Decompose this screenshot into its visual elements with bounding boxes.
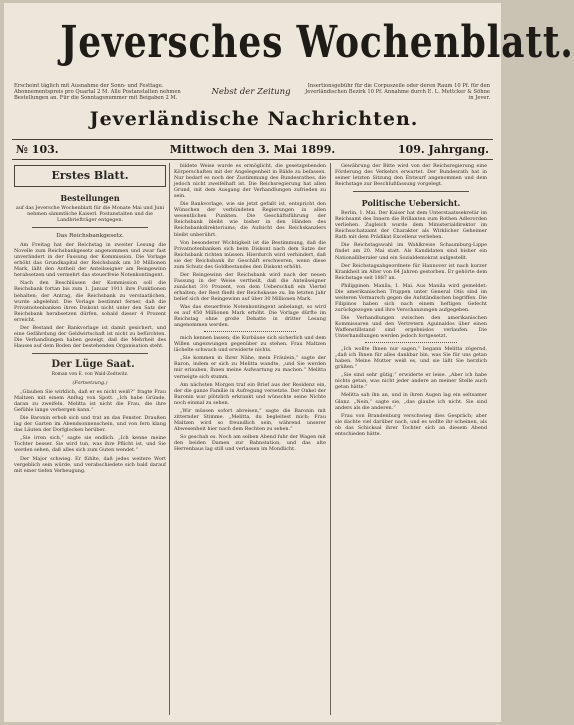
section-title: Erstes Blatt. — [51, 169, 129, 182]
divider — [365, 342, 457, 343]
advertising-info: Insertionsgebühr für die Corpuszeile oder deren Raum 10 Pf. für den Jeverländischen Bezirk 10 Pf. Annahme durch E. L. Mettcker & Söhne in Jever. — [305, 83, 490, 102]
article-paragraph: Nach den Beschlüssen der Kommission soll die Reichsbank fortan bis zum 1. Januar 1911 ihre Funktionen behalten; der Antrag, die Reichsbank zu verstaatlichen, wurde abgelehnt. Die Vorlage bestimmt ferner, daß die Privatnotenbanken ihren Diskont nicht unter den Satz der Reichsbank herabsetzen dürfen, sobald dieser 4 Prozent erreicht. — [14, 280, 166, 323]
column-1 — [14, 163, 166, 719]
article-paragraph: bildete Weise wurde es ermöglicht, die gesetzgebenden Körperschaften mit der Angelegenheit in Bälde zu befassen. Nur bedarf es noch der Zustimmung des Bundesrathes, die jedoch nicht zweifelhaft ist. Die Reichsregierung hat allen Grund, mit dem Ausgang der Verhandlungen zufrieden zu sein. — [174, 163, 326, 200]
news-paragraph: Der Reichstagsabgeordnete für Hannover ist nach kurzer Krankheit im Alter von 64 Jahren gestorben. Er gehörte dem Reichstage seit 1887 an. — [335, 262, 487, 281]
story-paragraph: Der Major schwieg. Er fühlte, daß jedes weitere Wort vergeblich sein würde, und verabschiedete sich bald darauf mit einer tiefen Verbeugung. — [14, 455, 166, 474]
notice-title: Bestellungen — [60, 193, 120, 203]
story-paragraph: „Sie kommen in Ihrer Nähe, mein Fräulein,“ sagte der Baron, indem er sich zu Melitta wandte, „und Sie werden mir erlauben, Ihnen meine Aufwartung zu machen.“ Melitta verneigte sich stumm. — [174, 355, 326, 380]
divider — [32, 227, 148, 228]
story-paragraph: „Ich wollte Ihnen nur sagen,“ begann Melitta zögernd, „daß ich Ihnen für alles dankbar bin, was Sie für uns getan haben. Meine Mutter weiß es, und sie läßt Sie herzlich grüßen.“ — [335, 346, 487, 371]
story-paragraph: Melitta sah ihn an, und in ihren Augen lag ein seltsamer Glanz. „Nein,“ sagte sie, „das glaube ich nicht. Sie sind anders als die anderen.“ — [335, 392, 487, 411]
story-paragraph: „Sie sind sehr gütig,“ erwiderte er leise. „Aber ich habe nichts getan, was nicht jeder andere an meiner Stelle auch getan hätte.“ — [335, 372, 487, 391]
supplement-note: Nebst der Zeitung — [211, 87, 291, 97]
article-paragraph: Gewährung der Bitte wird von der Reichsregierung eine Förderung des Verkehrs erwartet. Der Bundesrath hat in seiner letzten Sitzung den Entwurf angenommen und dem Reichstage zur Beschlußfassung vorgelegt. — [335, 163, 487, 188]
column-2 — [174, 163, 326, 719]
section-title-box — [14, 165, 166, 187]
subhead-title: Jeverländische Nachrichten. — [89, 108, 419, 130]
article-title: Das Reichsbankgesetz. — [56, 233, 124, 240]
story-paragraph: „Wir müssen sofort abreisen,“ sagte die Baronin mit zitternder Stimme. „Melitta, du begleitest mich; Frau Maltzen wird so freundlich sein, während unserer Abwesenheit hier nach dem Rechten zu sehen.“ — [174, 407, 326, 432]
news-paragraph: Die Verhandlungen zwischen den amerikanischen Kommissaren und den Vertretern Aguinaldos über einen Waffenstillstand sind ergebnislos verlaufen. Die Unterhandlungen werden jedoch fortgesetzt. — [335, 314, 487, 340]
article-paragraph: Von besonderer Wichtigkeit ist die Bestimmung, daß die Privatnotenbanken sich beim Diskont nach dem Satze der Reichsbank richten müssen. Hierdurch wird verhindert, daß sie der Reichsbank ihr Geschäft erschweren, wenn diese zum Schutz des Goldbestandes den Diskont erhöht. — [174, 239, 326, 270]
story-author: Roman von E. von Wald-Zedtwitz. — [51, 371, 129, 377]
divider — [353, 191, 469, 192]
subscription-info: Erscheint täglich mit Ausnahme der Sonn- und Festtage. Abonnementspreis pro Quartal 2 M. Alle Postanstalten nehmen Bestellungen an. Für die Sonntagsnummer mit Beigaben 2 M. — [14, 83, 181, 102]
story-paragraph: So geschah es. Noch am selben Abend fuhr der Wagen mit den beiden Damen zur Bahnstation, und das alte Herrenhaus lag still und verlassen im Mondlicht. — [174, 433, 326, 453]
column-divider-2 — [330, 163, 331, 715]
issue-number: № 103. — [16, 143, 59, 156]
story-title: Der Lüge Saat. — [51, 358, 135, 370]
notice-text: auf das Jeversche Wochenblatt für die Monate Mai und Juni nehmen sämmtliche Kaiserl. Postanstalten und die Landbriefträger entgegen. — [15, 205, 165, 224]
article-paragraph: Der Bestand der Bankvorlage ist damit gesichert, und eine Gefährdung der Geldwirtschaft ist nicht zu befürchten. Die Verhandlungen haben gezeigt, daß die Mehrheit des Hauses auf dem Boden der bestehenden Organisation steht. — [14, 324, 166, 349]
story-paragraph: „Sie irren sich,“ sagte sie endlich. „Ich kenne meine Tochter besser. Sie wird tun, was ihre Pflicht ist, und Sie werden sehen, daß alles sich zum Guten wendet.“ — [14, 435, 166, 454]
divider — [204, 331, 296, 332]
dateline — [12, 143, 493, 157]
news-paragraph: Philippinen. Manila, 1. Mai. Aus Manila wird gemeldet: Die amerikanischen Truppen unter General Otis sind im weiteren Vormarsch gegen die Aufständischen begriffen. Die Filipinos haben sich nach einem heftigen Gefecht zurückgezogen und ihre Verschanzungen aufgegeben. — [335, 282, 487, 313]
masthead-title: Jeversches Wochenblatt. — [60, 17, 574, 68]
story-paragraph: mich kennen lassen; die Kurbäuse sich sicherlich und dem Willen ungezwungen gegenüber zu stehen. Frau Maltzen lächelte schwach und erwiderte nichts. — [174, 335, 326, 354]
newspaper-page — [4, 3, 574, 722]
issue-date: Mittwoch den 3. Mai 1899. — [169, 143, 336, 156]
divider — [32, 353, 148, 354]
story-paragraph: „Glauben Sie wirklich, daß er es nicht weiß?“ fragte Frau Maltzen mit einem Anflug von Spott. „Ich habe Gründe, daran zu zweifeln. Melitta ist nicht die Frau, die ihre Gefühle lange verbergen kann.“ — [14, 389, 166, 414]
header-rule-top — [12, 139, 493, 140]
column-divider-1 — [169, 163, 170, 715]
article-paragraph: Was das steuerfreie Notenkontingent anbelangt, so wird es auf 450 Millionen Mark erhöht. Die Vorlage dürfte im Reichstag ohne große Debatte in dritter Lesung angenommen werden. — [174, 304, 326, 329]
header-rule-bottom — [12, 159, 493, 160]
news-paragraph: Die Reichstagswahl im Wahlkreise Schaumburg-Lippe findet am 20. Mai statt. Als Kandidaten sind bisher ein Nationalliberaler und ein Sozialdemokrat aufgestellt. — [335, 242, 487, 261]
story-continuation: (Fortsetzung.) — [72, 379, 108, 386]
article-paragraph: Am Freitag hat der Reichstag in zweiter Lesung die Novelle zum Reichsbankgesetz angenommen und zwar fast unverändert in der Fassung der Kommission. Die Vorlage erhöht das Grundkapital der Reichsbank um 30 Millionen Mark, läßt den Antheil der Anteilseigner am Reingewinn herabsetzen und vermehrt das steuerfreie Notenkontingent. — [14, 242, 166, 279]
article-paragraph: Die Bankvorlage, wie sie jetzt gefaßt ist, entspricht den Wünschen der verbündeten Regierungen in allen wesentlichen Punkten. Die Geschäftsführung der Reichsbank bleibt wie bisher in den Händen des Reichsbankdirektoriums; die Aufsicht des Reichskanzlers bleibt unberührt. — [174, 201, 326, 238]
news-paragraph: Berlin, 1. Mai. Der Kaiser hat dem Unterstaatssekretär im Reichsamt des Innern die Brillanten zum Rothen Adlerorden verliehen. Zugleich wurde dem Ministerialdirektor im Reichsschatzamt der Charakter als Wirklicher Geheimer Rath mit dem Prädikat Excellenz verliehen. — [335, 210, 487, 241]
article-paragraph: Der Reingewinn der Reichsbank wird nach der neuen Fassung in der Weise vertheilt, daß die Anteilseigner zunächst 3½ Prozent, von dem Ueberschuß ein Viertel erhalten; der Rest fließt der Reichskasse zu. Im letzten Jahr belief sich der Reingewinn auf über 30 Millionen Mark. — [174, 271, 326, 302]
column-3 — [335, 163, 487, 719]
volume-year: 109. Jahrgang. — [397, 143, 489, 156]
story-paragraph: Am nächsten Morgen traf ein Brief aus der Residenz ein, der die ganze Familie in Aufregung versetzte. Der Onkel der Baronin war plötzlich erkrankt und wünschte seine Nichte noch einmal zu sehen. — [174, 381, 326, 406]
story-paragraph: Die Baronin erhob sich und trat an das Fenster. Draußen lag der Garten im Abendsonnenschein, und von fern klang das Läuten der Dorfglocken herüber. — [14, 415, 166, 434]
story-paragraph: Frau von Brandenburg verschwieg dies Gespräch; aber sie dachte viel darüber nach, und es wollte ihr scheinen, als ob das Schicksal ihrer Tochter sich an diesem Abend entschieden hätte. — [335, 412, 487, 437]
section-title-politics: Politische Uebersicht. — [361, 198, 461, 209]
